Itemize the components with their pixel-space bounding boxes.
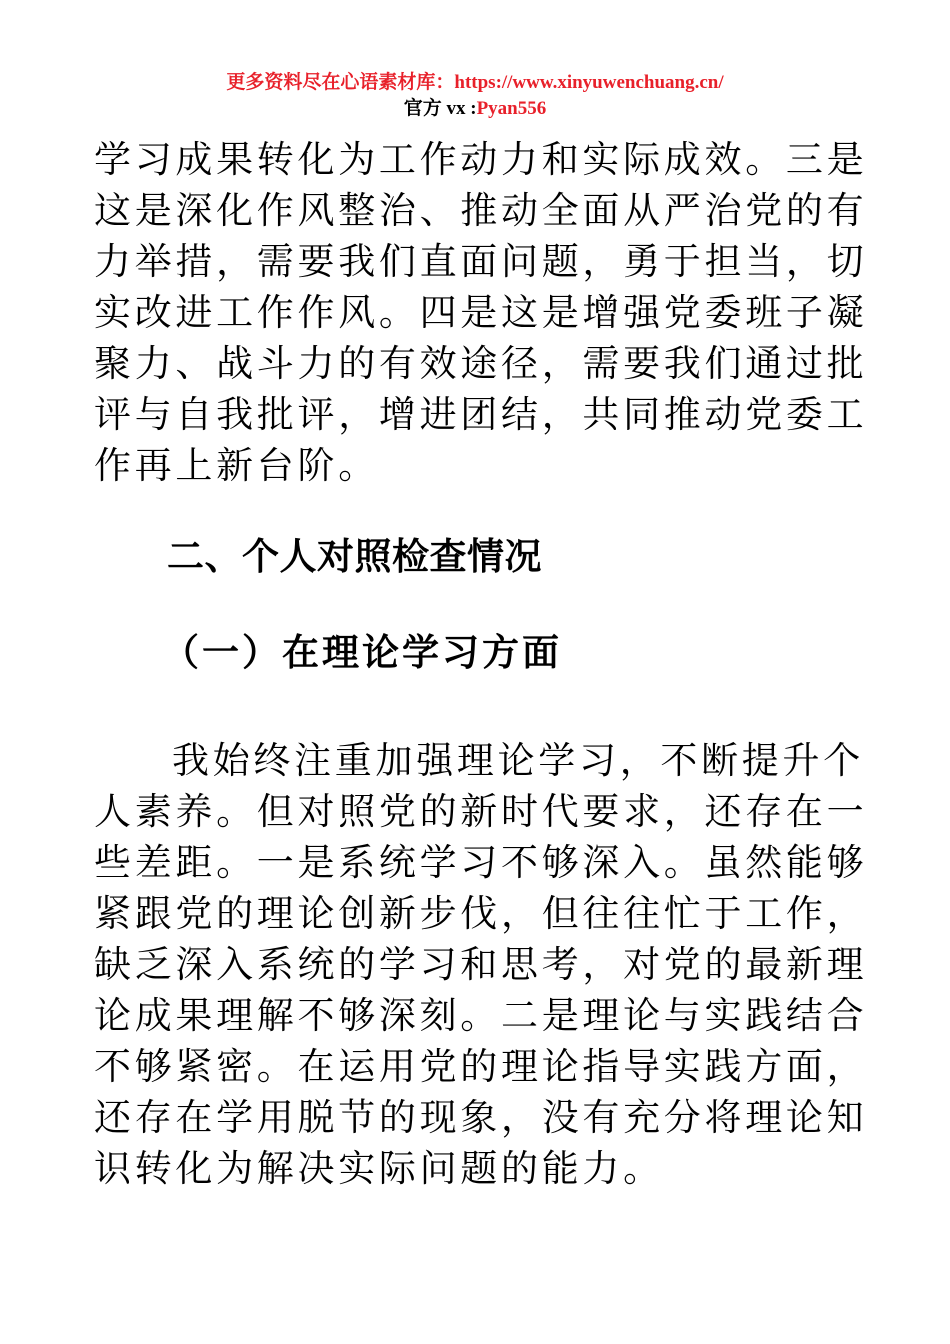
- section-heading: 二、个人对照检查情况: [167, 535, 542, 578]
- subsection-heading: （一）在理论学习方面: [162, 630, 562, 674]
- promo-header-line-2: [0, 97, 950, 121]
- body-paragraph-2: 我始终注重加强理论学习，不断提升个人素养。但对照党的新时代要求，还存在一些差距。一是系统学习不够深入。虽然能够紧跟党的理论创新步伐，但往往忙于工作，缺乏深入系统的学习和思考，对党的最新理论成果理解不够深刻。二是理论与实践结合不够紧密。在运用党的理论指导实践方面，还存在学用脱节的现象，没有充分将理论知识转化为解决实际问题的能力。: [94, 739, 868, 1190]
- wechat-label: 官方 vx :: [403, 98, 477, 119]
- promo-text: 更多资料尽在心语素材库：: [226, 72, 455, 93]
- wechat-id: Pyan556: [476, 98, 547, 119]
- promo-url-link[interactable]: https://www.xinyuwenchuang.cn/: [454, 72, 724, 93]
- body-paragraph-1: 学习成果转化为工作动力和实际成效。三是这是深化作风整治、推动全面从严治党的有力举措，需要我们直面问题，勇于担当，切实改进工作作风。四是这是增强党委班子凝聚力、战斗力的有效途径，需要我们通过批评与自我批评，增进团结，共同推动党委工作再上新台阶。: [94, 138, 868, 487]
- promo-header-line-1: [0, 71, 950, 95]
